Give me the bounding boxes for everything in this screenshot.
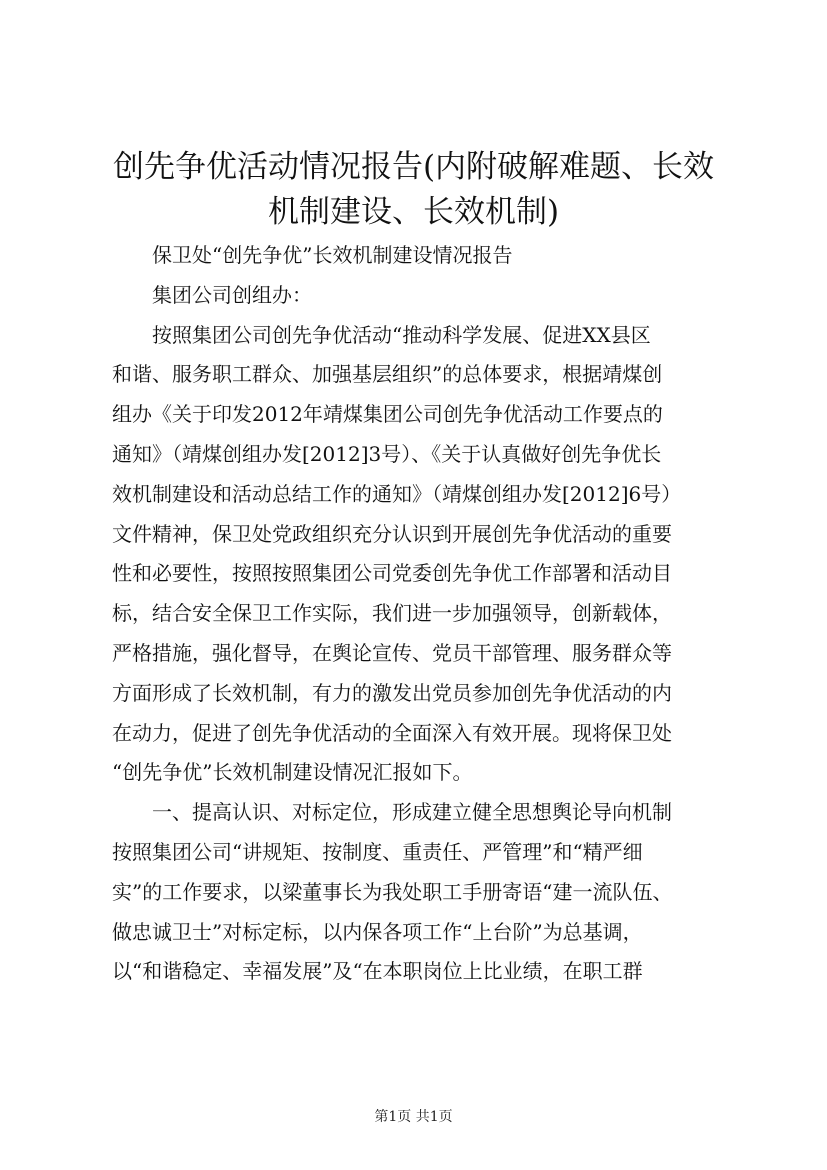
- paragraph1-line: 组办《关于印发2012年靖煤集团公司创先争优活动工作要点的: [112, 402, 663, 427]
- paragraph1-line: 通知》（靖煤创组办发[2012]3号）、《关于认真做好创先争优长: [112, 441, 662, 466]
- paragraph1-line: “创先争优”长效机制建设情况汇报如下。: [112, 760, 473, 785]
- paragraph2-line: 实”的工作要求，以梁董事长为我处职工手册寄语“建一流队伍、: [112, 879, 673, 904]
- title-line-2: 机制建设、长效机制): [267, 194, 560, 230]
- title-line-1: 创先争优活动情况报告(内附破解难题、长效: [112, 149, 715, 185]
- paragraph1-line: 标，结合安全保卫工作实际，我们进一步加强领导，创新载体，: [112, 601, 672, 626]
- document-title: [95, 145, 732, 235]
- paragraph1-line: 和谐、服务职工群众、加强基层组织”的总体要求，根据靖煤创: [112, 362, 663, 387]
- report-subtitle: 保卫处“创先争优”长效机制建设情况报告: [152, 243, 513, 267]
- paragraph1-line: 性和必要性，按照按照集团公司党委创先争优工作部署和活动目: [112, 561, 672, 586]
- paragraph2-line: 按照集团公司“讲规矩、按制度、重责任、严管理”和“精严细: [112, 839, 643, 864]
- paragraph2-line: 以“和谐稳定、幸福发展”及“在本职岗位上比业绩，在职工群: [112, 959, 643, 984]
- paragraph1-line: 效机制建设和活动总结工作的通知》（靖煤创组办发[2012]6号）: [112, 481, 682, 506]
- paragraph1-line: 严格措施，强化督导，在舆论宣传、党员干部管理、服务群众等: [112, 640, 672, 665]
- paragraph2-line: 一、提高认识、对标定位，形成建立健全思想舆论导向机制: [152, 800, 672, 825]
- paragraph2-line: 做忠诚卫士”对标定标，以内保各项工作“上台阶”为总基调，: [112, 919, 643, 944]
- page-footer: 第1页 共1页: [374, 1109, 453, 1125]
- paragraph1-line: 方面形成了长效机制，有力的激发出党员参加创先争优活动的内: [112, 680, 672, 705]
- paragraph1-line: 按照集团公司创先争优活动“推动科学发展、促进XX县区: [152, 322, 651, 347]
- document-body: [112, 236, 716, 992]
- paragraph1-line: 在动力，促进了创先争优活动的全面深入有效开展。现将保卫处: [112, 720, 672, 745]
- paragraph1-line: 文件精神，保卫处党政组织充分认识到开展创先争优活动的重要: [112, 521, 672, 546]
- salutation: 集团公司创组办：: [152, 282, 312, 307]
